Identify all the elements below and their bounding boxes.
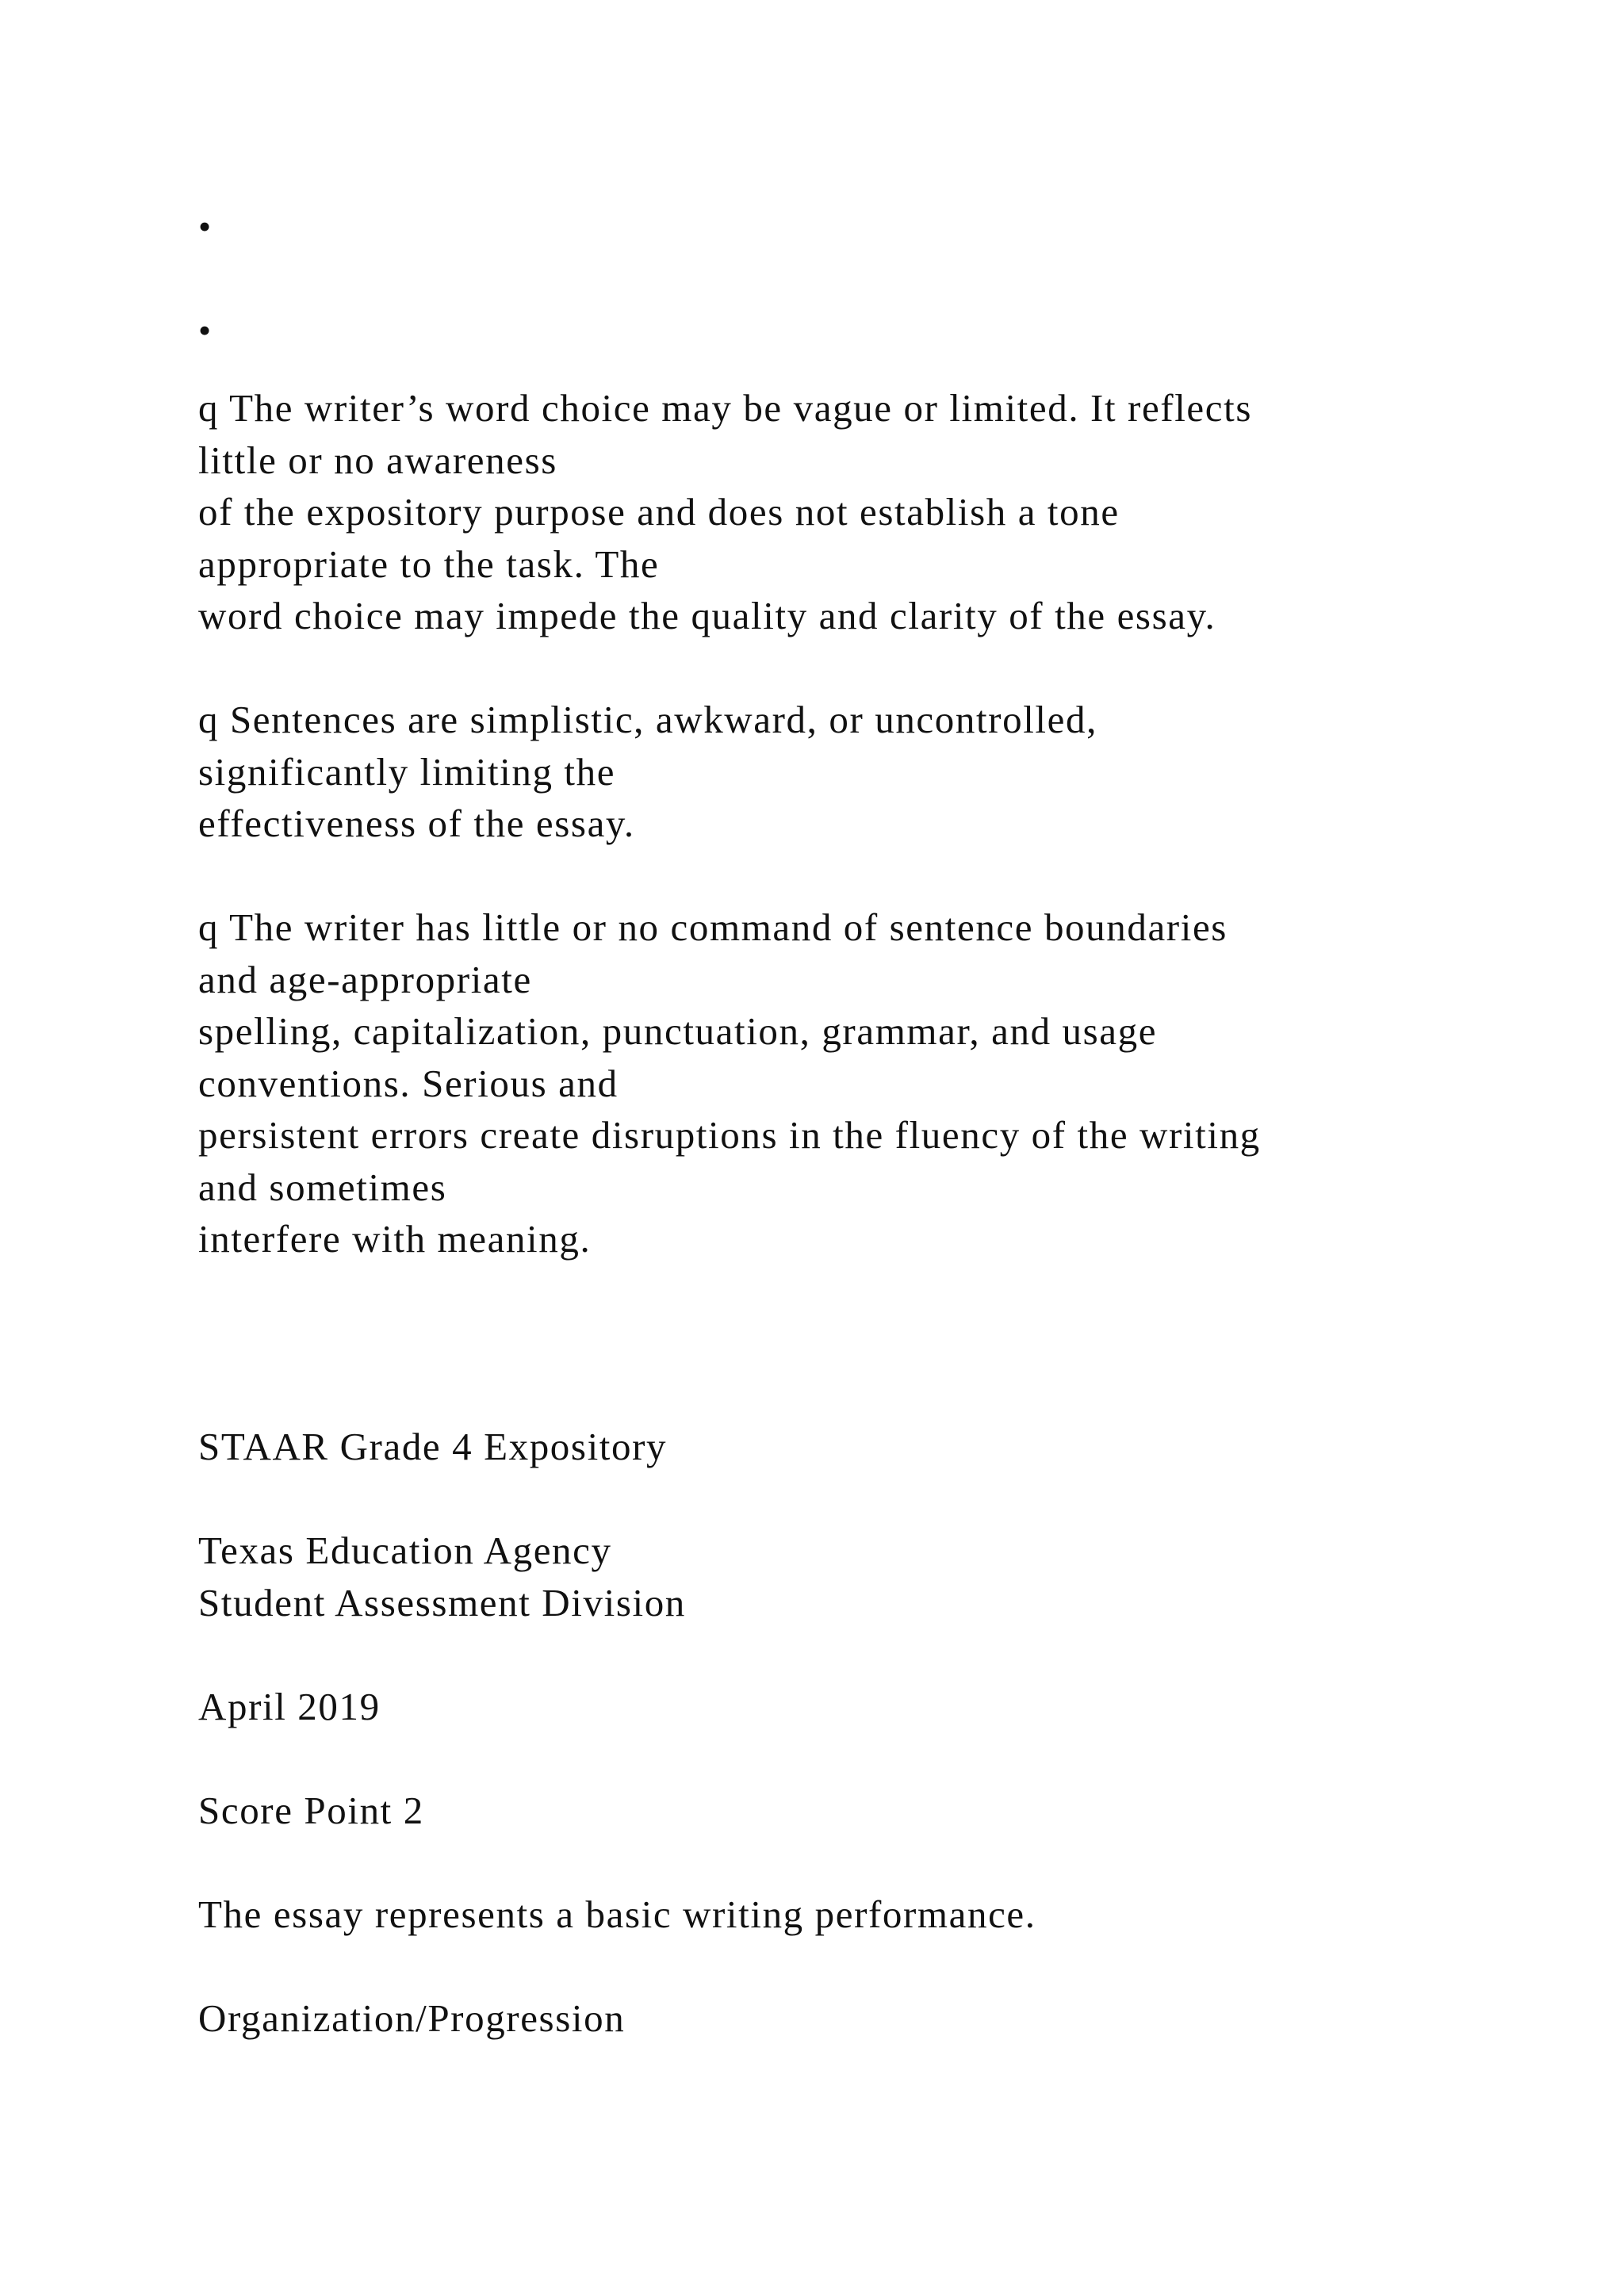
text-line: conventions. Serious and bbox=[198, 1061, 619, 1105]
publication-date: April 2019 bbox=[198, 1684, 381, 1728]
section-heading: Organization/Progression bbox=[198, 1996, 626, 2040]
description-block bbox=[198, 1888, 1435, 1941]
division-name: Student Assessment Division bbox=[198, 1580, 686, 1624]
agency-name: Texas Education Agency bbox=[198, 1529, 612, 1572]
bullet-item bbox=[198, 278, 1435, 382]
text-line: of the expository purpose and does not establish a tone bbox=[198, 490, 1120, 534]
score-point-heading: Score Point 2 bbox=[198, 1788, 424, 1832]
text-line: q The writer has little or no command of sentence boundaries bbox=[198, 905, 1228, 949]
text-line: q Sentences are simplistic, awkward, or uncontrolled, bbox=[198, 698, 1097, 741]
text-line: persistent errors create disruptions in the fluency of the writing bbox=[198, 1113, 1261, 1157]
date-block bbox=[198, 1681, 1435, 1733]
criterion-sentences bbox=[198, 694, 1435, 850]
score-description: The essay represents a basic writing performance. bbox=[198, 1892, 1036, 1936]
criterion-word-choice bbox=[198, 382, 1435, 642]
test-title-block bbox=[198, 1421, 1435, 1473]
text-line: appropriate to the task. The bbox=[198, 541, 660, 586]
text-line: and age-appropriate bbox=[198, 957, 532, 1001]
spacer bbox=[198, 1317, 1435, 1421]
text-line: effectiveness of the essay. bbox=[198, 802, 635, 845]
text-line: interfere with meaning. bbox=[198, 1217, 592, 1261]
text-line: and sometimes bbox=[198, 1165, 447, 1209]
bullet-icon: • bbox=[198, 309, 213, 350]
text-line: little or no awareness bbox=[198, 438, 557, 482]
document-body bbox=[198, 174, 1435, 2096]
criterion-conventions bbox=[198, 901, 1435, 1265]
bullet-icon: • bbox=[198, 205, 213, 247]
text-line: q The writer’s word choice may be vague or limited. It reflects bbox=[198, 386, 1253, 430]
score-point-block bbox=[198, 1785, 1435, 1837]
text-line: significantly limiting the bbox=[198, 749, 616, 794]
bullet-item bbox=[198, 174, 1435, 278]
section-heading-block bbox=[198, 1992, 1435, 2045]
text-line: spelling, capitalization, punctuation, grammar, and usage bbox=[198, 1009, 1158, 1053]
test-title: STAAR Grade 4 Expository bbox=[198, 1425, 668, 1468]
text-line: word choice may impede the quality and clarity of the essay. bbox=[198, 594, 1216, 637]
agency-block bbox=[198, 1525, 1435, 1628]
